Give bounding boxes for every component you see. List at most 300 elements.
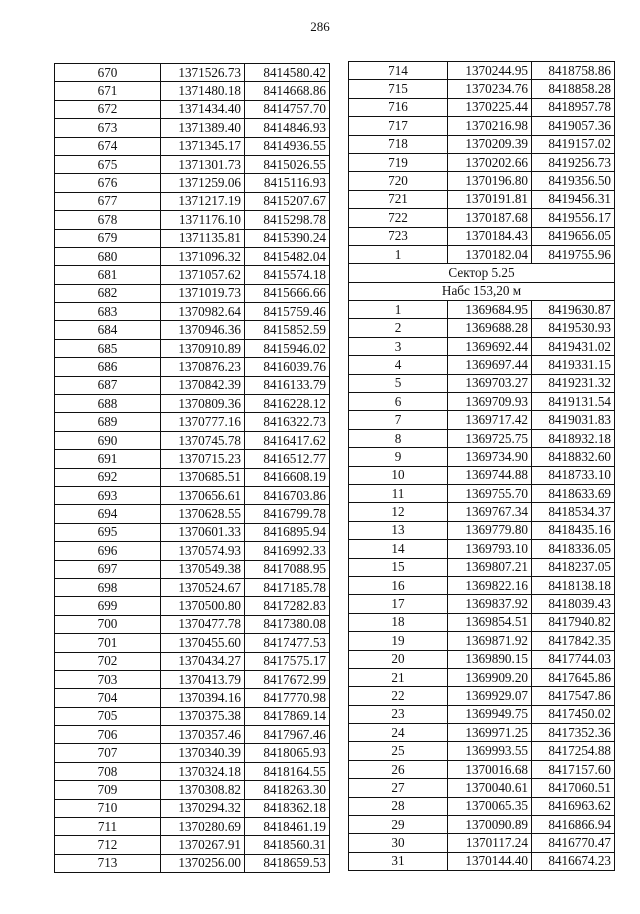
x-coordinate: 1371526.73: [161, 64, 245, 82]
point-number: 689: [55, 413, 161, 431]
table-row: [349, 227, 615, 245]
point-number: 683: [55, 303, 161, 321]
table-row: [55, 192, 330, 210]
table-row: [55, 634, 330, 652]
point-number: 31: [349, 852, 448, 870]
point-number: 696: [55, 542, 161, 560]
point-number: 700: [55, 615, 161, 633]
coordinates-table-left: [54, 63, 330, 873]
table-row: [349, 356, 615, 374]
y-coordinate: 8418659.53: [245, 854, 330, 872]
table-row: [55, 358, 330, 376]
point-number: 7: [349, 411, 448, 429]
table-row: [55, 137, 330, 155]
point-number: 11: [349, 484, 448, 502]
x-coordinate: 1369779.80: [448, 521, 532, 539]
point-number: 685: [55, 339, 161, 357]
x-coordinate: 1369971.25: [448, 724, 532, 742]
table-row: [55, 560, 330, 578]
point-number: 721: [349, 190, 448, 208]
x-coordinate: 1370196.80: [448, 172, 532, 190]
y-coordinate: 8419157.02: [532, 135, 615, 153]
x-coordinate: 1370308.82: [161, 781, 245, 799]
point-number: 673: [55, 119, 161, 137]
table-row: [349, 374, 615, 392]
point-number: 677: [55, 192, 161, 210]
point-number: 6: [349, 393, 448, 411]
y-coordinate: 8414936.55: [245, 137, 330, 155]
x-coordinate: 1369909.20: [448, 668, 532, 686]
y-coordinate: 8418065.93: [245, 744, 330, 762]
x-coordinate: 1371217.19: [161, 192, 245, 210]
point-number: 5: [349, 374, 448, 392]
table-row: [55, 100, 330, 118]
point-number: 1: [349, 301, 448, 319]
point-number: 694: [55, 505, 161, 523]
y-coordinate: 8416228.12: [245, 395, 330, 413]
table-row: [55, 303, 330, 321]
x-coordinate: 1370500.80: [161, 597, 245, 615]
x-coordinate: 1370394.16: [161, 689, 245, 707]
y-coordinate: 8416799.78: [245, 505, 330, 523]
table-row: [55, 854, 330, 872]
x-coordinate: 1370090.89: [448, 816, 532, 834]
table-row: [349, 117, 615, 135]
table-row: [55, 64, 330, 82]
table-row: [55, 670, 330, 688]
y-coordinate: 8419356.50: [532, 172, 615, 190]
point-number: 722: [349, 209, 448, 227]
y-coordinate: 8418138.18: [532, 576, 615, 594]
y-coordinate: 8415390.24: [245, 229, 330, 247]
table-row: [55, 486, 330, 504]
table-row: [55, 284, 330, 302]
point-number: 691: [55, 450, 161, 468]
point-number: 715: [349, 80, 448, 98]
table-row: [349, 797, 615, 815]
y-coordinate: 8416608.19: [245, 468, 330, 486]
x-coordinate: 1371434.40: [161, 100, 245, 118]
point-number: 709: [55, 781, 161, 799]
table-row: [349, 760, 615, 778]
table-row: [55, 155, 330, 173]
point-number: 706: [55, 726, 161, 744]
table-row: [349, 448, 615, 466]
table-row: [55, 781, 330, 799]
table-row: [349, 153, 615, 171]
table-row: [55, 542, 330, 560]
point-number: 22: [349, 687, 448, 705]
point-number: 718: [349, 135, 448, 153]
x-coordinate: 1370065.35: [448, 797, 532, 815]
point-number: 1: [349, 245, 448, 263]
table-row: [349, 852, 615, 870]
y-coordinate: 8418461.19: [245, 818, 330, 836]
y-coordinate: 8417450.02: [532, 705, 615, 723]
y-coordinate: 8416674.23: [532, 852, 615, 870]
y-coordinate: 8419556.17: [532, 209, 615, 227]
table-row: [55, 726, 330, 744]
y-coordinate: 8417869.14: [245, 707, 330, 725]
table-row: [55, 707, 330, 725]
table-row: [55, 523, 330, 541]
table-row: [349, 613, 615, 631]
x-coordinate: 1369949.75: [448, 705, 532, 723]
x-coordinate: 1369767.34: [448, 503, 532, 521]
point-number: 716: [349, 98, 448, 116]
x-coordinate: 1370294.32: [161, 799, 245, 817]
point-number: 686: [55, 358, 161, 376]
point-number: 702: [55, 652, 161, 670]
table-row: [55, 413, 330, 431]
y-coordinate: 8419031.83: [532, 411, 615, 429]
table-row: [55, 836, 330, 854]
y-coordinate: 8419456.31: [532, 190, 615, 208]
y-coordinate: 8418336.05: [532, 540, 615, 558]
x-coordinate: 1369993.55: [448, 742, 532, 760]
table-row: [349, 834, 615, 852]
table-row: [349, 650, 615, 668]
point-number: 713: [55, 854, 161, 872]
point-number: 28: [349, 797, 448, 815]
y-coordinate: 8414757.70: [245, 100, 330, 118]
y-coordinate: 8415946.02: [245, 339, 330, 357]
table-row: [349, 503, 615, 521]
table-row: [55, 799, 330, 817]
table-row: [349, 393, 615, 411]
y-coordinate: 8419331.15: [532, 356, 615, 374]
x-coordinate: 1369854.51: [448, 613, 532, 631]
y-coordinate: 8414846.93: [245, 119, 330, 137]
point-number: 671: [55, 82, 161, 100]
table-row: [55, 818, 330, 836]
x-coordinate: 1369703.27: [448, 374, 532, 392]
y-coordinate: 8419231.32: [532, 374, 615, 392]
x-coordinate: 1369709.93: [448, 393, 532, 411]
point-number: 714: [349, 62, 448, 80]
x-coordinate: 1370182.04: [448, 245, 532, 263]
table-row: [349, 80, 615, 98]
table-row: [349, 466, 615, 484]
x-coordinate: 1369734.90: [448, 448, 532, 466]
x-coordinate: 1369684.95: [448, 301, 532, 319]
y-coordinate: 8419431.02: [532, 337, 615, 355]
table-row: [349, 484, 615, 502]
sector-subtitle-row: [349, 282, 615, 300]
x-coordinate: 1370267.91: [161, 836, 245, 854]
table-row: [55, 652, 330, 670]
y-coordinate: 8417842.35: [532, 632, 615, 650]
x-coordinate: 1370187.68: [448, 209, 532, 227]
y-coordinate: 8416895.94: [245, 523, 330, 541]
y-coordinate: 8417185.78: [245, 578, 330, 596]
x-coordinate: 1370910.89: [161, 339, 245, 357]
point-number: 699: [55, 597, 161, 615]
x-coordinate: 1370982.64: [161, 303, 245, 321]
x-coordinate: 1369837.92: [448, 595, 532, 613]
table-row: [55, 229, 330, 247]
y-coordinate: 8418957.78: [532, 98, 615, 116]
x-coordinate: 1369890.15: [448, 650, 532, 668]
y-coordinate: 8416417.62: [245, 431, 330, 449]
y-coordinate: 8418560.31: [245, 836, 330, 854]
point-number: 678: [55, 211, 161, 229]
table-row: [349, 576, 615, 594]
y-coordinate: 8417672.99: [245, 670, 330, 688]
x-coordinate: 1370656.61: [161, 486, 245, 504]
y-coordinate: 8415574.18: [245, 266, 330, 284]
table-row: [349, 687, 615, 705]
x-coordinate: 1371345.17: [161, 137, 245, 155]
table-row: [55, 505, 330, 523]
x-coordinate: 1370809.36: [161, 395, 245, 413]
y-coordinate: 8415116.93: [245, 174, 330, 192]
point-number: 717: [349, 117, 448, 135]
sector-title-row: [349, 264, 615, 282]
x-coordinate: 1370357.46: [161, 726, 245, 744]
x-coordinate: 1371135.81: [161, 229, 245, 247]
point-number: 723: [349, 227, 448, 245]
y-coordinate: 8417770.98: [245, 689, 330, 707]
table-row: [55, 431, 330, 449]
point-number: 679: [55, 229, 161, 247]
table-row: [55, 174, 330, 192]
y-coordinate: 8418164.55: [245, 762, 330, 780]
point-number: 682: [55, 284, 161, 302]
x-coordinate: 1369793.10: [448, 540, 532, 558]
table-row: [55, 450, 330, 468]
x-coordinate: 1369697.44: [448, 356, 532, 374]
point-number: 26: [349, 760, 448, 778]
y-coordinate: 8415759.46: [245, 303, 330, 321]
y-coordinate: 8416133.79: [245, 376, 330, 394]
table-row: [55, 744, 330, 762]
y-coordinate: 8419656.05: [532, 227, 615, 245]
point-number: 711: [55, 818, 161, 836]
x-coordinate: 1369725.75: [448, 429, 532, 447]
table-row: [55, 597, 330, 615]
x-coordinate: 1370601.33: [161, 523, 245, 541]
table-row: [55, 376, 330, 394]
y-coordinate: 8417060.51: [532, 779, 615, 797]
table-row: [349, 816, 615, 834]
y-coordinate: 8414580.42: [245, 64, 330, 82]
sector-title: Сектор 5.25: [349, 264, 615, 282]
x-coordinate: 1370876.23: [161, 358, 245, 376]
table-row: [55, 395, 330, 413]
x-coordinate: 1370216.98: [448, 117, 532, 135]
y-coordinate: 8416770.47: [532, 834, 615, 852]
page-number: 286: [310, 19, 330, 34]
point-number: 12: [349, 503, 448, 521]
y-coordinate: 8417254.88: [532, 742, 615, 760]
y-coordinate: 8418832.60: [532, 448, 615, 466]
point-number: 20: [349, 650, 448, 668]
point-number: 27: [349, 779, 448, 797]
y-coordinate: 8415852.59: [245, 321, 330, 339]
point-number: 707: [55, 744, 161, 762]
table-row: [349, 558, 615, 576]
point-number: 19: [349, 632, 448, 650]
table-row: [55, 321, 330, 339]
x-coordinate: 1370574.93: [161, 542, 245, 560]
point-number: 680: [55, 247, 161, 265]
x-coordinate: 1370340.39: [161, 744, 245, 762]
point-number: 681: [55, 266, 161, 284]
table-row: [349, 319, 615, 337]
y-coordinate: 8418263.30: [245, 781, 330, 799]
y-coordinate: 8417282.83: [245, 597, 330, 615]
table-row: [55, 211, 330, 229]
y-coordinate: 8416039.76: [245, 358, 330, 376]
point-number: 29: [349, 816, 448, 834]
point-number: 13: [349, 521, 448, 539]
x-coordinate: 1369871.92: [448, 632, 532, 650]
x-coordinate: 1370549.38: [161, 560, 245, 578]
y-coordinate: 8419131.54: [532, 393, 615, 411]
point-number: 21: [349, 668, 448, 686]
x-coordinate: 1370628.55: [161, 505, 245, 523]
y-coordinate: 8418733.10: [532, 466, 615, 484]
y-coordinate: 8419057.36: [532, 117, 615, 135]
y-coordinate: 8416992.33: [245, 542, 330, 560]
point-number: 703: [55, 670, 161, 688]
y-coordinate: 8418858.28: [532, 80, 615, 98]
point-number: 16: [349, 576, 448, 594]
table-row: [349, 301, 615, 319]
table-row: [349, 190, 615, 208]
y-coordinate: 8414668.86: [245, 82, 330, 100]
point-number: 695: [55, 523, 161, 541]
point-number: 712: [55, 836, 161, 854]
point-number: 2: [349, 319, 448, 337]
point-number: 18: [349, 613, 448, 631]
point-number: 14: [349, 540, 448, 558]
table-row: [55, 615, 330, 633]
point-number: 10: [349, 466, 448, 484]
x-coordinate: 1370777.16: [161, 413, 245, 431]
point-number: 3: [349, 337, 448, 355]
x-coordinate: 1369807.21: [448, 558, 532, 576]
x-coordinate: 1371480.18: [161, 82, 245, 100]
x-coordinate: 1370244.95: [448, 62, 532, 80]
table-row: [349, 337, 615, 355]
point-number: 693: [55, 486, 161, 504]
x-coordinate: 1371389.40: [161, 119, 245, 137]
y-coordinate: 8416703.86: [245, 486, 330, 504]
y-coordinate: 8415298.78: [245, 211, 330, 229]
table-row: [55, 247, 330, 265]
point-number: 674: [55, 137, 161, 155]
y-coordinate: 8415026.55: [245, 155, 330, 173]
x-coordinate: 1369755.70: [448, 484, 532, 502]
y-coordinate: 8417477.53: [245, 634, 330, 652]
x-coordinate: 1370016.68: [448, 760, 532, 778]
y-coordinate: 8418932.18: [532, 429, 615, 447]
y-coordinate: 8417575.17: [245, 652, 330, 670]
x-coordinate: 1370225.44: [448, 98, 532, 116]
x-coordinate: 1370202.66: [448, 153, 532, 171]
point-number: 17: [349, 595, 448, 613]
y-coordinate: 8415666.66: [245, 284, 330, 302]
x-coordinate: 1370715.23: [161, 450, 245, 468]
point-number: 25: [349, 742, 448, 760]
x-coordinate: 1370455.60: [161, 634, 245, 652]
x-coordinate: 1369744.88: [448, 466, 532, 484]
y-coordinate: 8417940.82: [532, 613, 615, 631]
x-coordinate: 1371259.06: [161, 174, 245, 192]
y-coordinate: 8418237.05: [532, 558, 615, 576]
y-coordinate: 8417352.36: [532, 724, 615, 742]
y-coordinate: 8417157.60: [532, 760, 615, 778]
point-number: 8: [349, 429, 448, 447]
x-coordinate: 1370413.79: [161, 670, 245, 688]
point-number: 708: [55, 762, 161, 780]
point-number: 23: [349, 705, 448, 723]
x-coordinate: 1370946.36: [161, 321, 245, 339]
table-row: [349, 521, 615, 539]
point-number: 4: [349, 356, 448, 374]
y-coordinate: 8419755.96: [532, 245, 615, 263]
y-coordinate: 8416512.77: [245, 450, 330, 468]
point-number: 672: [55, 100, 161, 118]
x-coordinate: 1370040.61: [448, 779, 532, 797]
x-coordinate: 1371301.73: [161, 155, 245, 173]
point-number: 719: [349, 153, 448, 171]
table-row: [55, 82, 330, 100]
y-coordinate: 8416963.62: [532, 797, 615, 815]
table-row: [55, 339, 330, 357]
table-row: [349, 411, 615, 429]
y-coordinate: 8418758.86: [532, 62, 615, 80]
table-row: [349, 540, 615, 558]
coordinates-table-right: [348, 61, 615, 871]
x-coordinate: 1371176.10: [161, 211, 245, 229]
y-coordinate: 8418039.43: [532, 595, 615, 613]
y-coordinate: 8418534.37: [532, 503, 615, 521]
x-coordinate: 1370117.24: [448, 834, 532, 852]
table-row: [349, 742, 615, 760]
point-number: 9: [349, 448, 448, 466]
y-coordinate: 8418362.18: [245, 799, 330, 817]
y-coordinate: 8415207.67: [245, 192, 330, 210]
x-coordinate: 1370477.78: [161, 615, 245, 633]
y-coordinate: 8417645.86: [532, 668, 615, 686]
y-coordinate: 8415482.04: [245, 247, 330, 265]
point-number: 670: [55, 64, 161, 82]
table-row: [349, 209, 615, 227]
table-row: [55, 266, 330, 284]
point-number: 698: [55, 578, 161, 596]
point-number: 676: [55, 174, 161, 192]
x-coordinate: 1369929.07: [448, 687, 532, 705]
table-row: [349, 429, 615, 447]
x-coordinate: 1369688.28: [448, 319, 532, 337]
point-number: 692: [55, 468, 161, 486]
y-coordinate: 8417967.46: [245, 726, 330, 744]
point-number: 15: [349, 558, 448, 576]
x-coordinate: 1370191.81: [448, 190, 532, 208]
table-row: [349, 779, 615, 797]
x-coordinate: 1370685.51: [161, 468, 245, 486]
x-coordinate: 1370256.00: [161, 854, 245, 872]
point-number: 704: [55, 689, 161, 707]
y-coordinate: 8417547.86: [532, 687, 615, 705]
x-coordinate: 1370324.18: [161, 762, 245, 780]
point-number: 688: [55, 395, 161, 413]
y-coordinate: 8419256.73: [532, 153, 615, 171]
table-row: [349, 724, 615, 742]
